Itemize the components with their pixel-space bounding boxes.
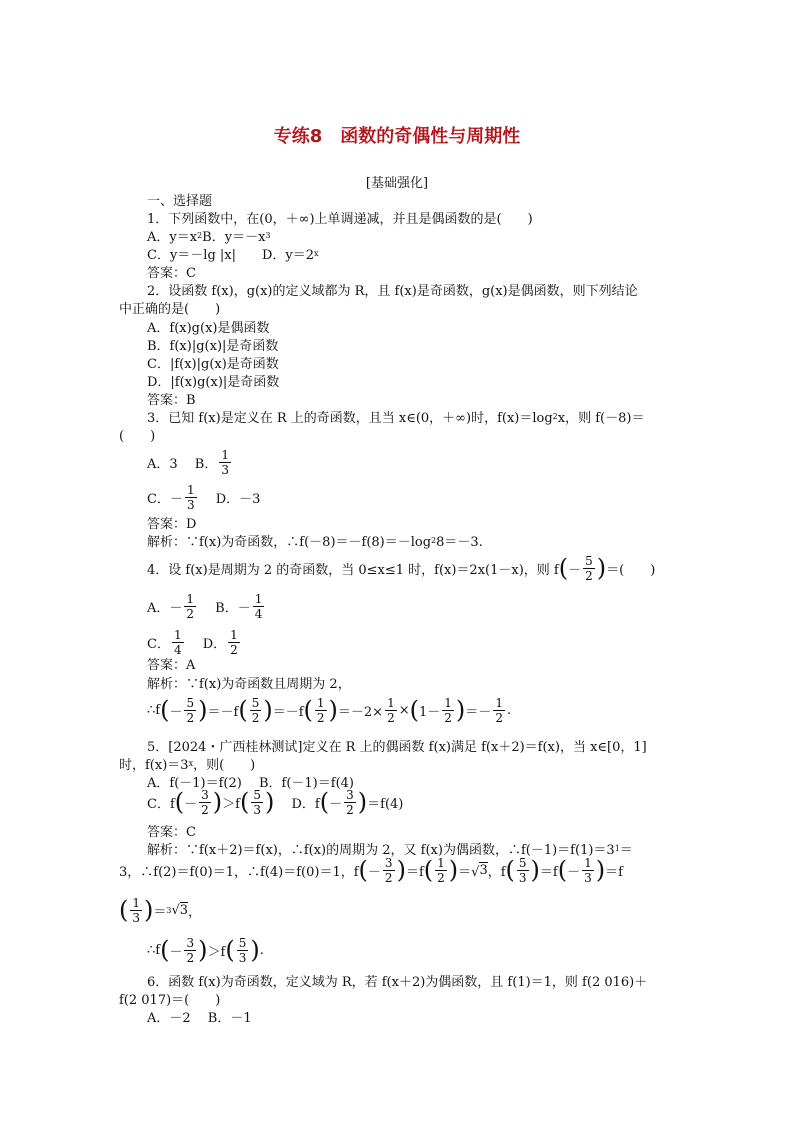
large-parenthesis: (: [174, 788, 185, 816]
large-parenthesis: ): [328, 696, 338, 724]
text-run: C．f: [147, 796, 175, 812]
text-line: [147, 530, 483, 550]
fraction: [219, 448, 231, 477]
text-run: 4．设 f(x)是周期为 2 的奇函数，当 0≤x≤1 时，f(x)＝2x(1－x)，则 f: [147, 562, 559, 578]
text-run: 中正确的是( ): [119, 301, 221, 317]
text-line: [147, 735, 647, 755]
numerator: 1: [186, 482, 195, 497]
text-line: [147, 820, 196, 840]
large-parenthesis: ): [265, 788, 275, 816]
text-run: ，f: [487, 864, 506, 880]
text-run: ＞f: [222, 796, 240, 812]
fraction: [184, 936, 196, 965]
text-run: 答案：C: [147, 824, 196, 840]
denominator: 2: [186, 606, 195, 621]
text-line: [147, 482, 261, 512]
text-run: －: [367, 864, 381, 880]
numerator: 5: [518, 855, 527, 870]
text-run: A．3 B．: [147, 456, 218, 472]
superscript: x: [188, 758, 194, 768]
denominator: 2: [186, 950, 195, 965]
text-run: D．－3: [198, 491, 261, 507]
numerator: 1: [495, 695, 503, 710]
text-line: [147, 553, 656, 583]
text-run: D．|f(x)g(x)|是奇函数: [147, 374, 280, 390]
numerator: 1: [387, 695, 395, 710]
large-parenthesis: (: [239, 788, 250, 816]
numerator: 1: [221, 447, 229, 462]
text-line: [147, 406, 644, 426]
large-parenthesis: ): [198, 696, 208, 724]
text-run: .: [506, 702, 512, 718]
numerator: 3: [201, 787, 209, 802]
text-run: 答案：D: [147, 516, 197, 532]
denominator: 4: [254, 606, 263, 621]
text-line: [147, 672, 351, 692]
numerator: 3: [186, 935, 195, 950]
subscript: 2: [431, 535, 437, 545]
numerator: 3: [346, 787, 354, 802]
denominator: 2: [384, 870, 393, 885]
text-line: [147, 334, 278, 354]
large-parenthesis: ): [595, 856, 606, 884]
denominator: 2: [437, 870, 445, 885]
large-parenthesis: ): [596, 554, 607, 582]
denominator: 2: [444, 710, 452, 725]
text-run: √: [171, 902, 180, 918]
text-line: [119, 753, 255, 773]
fraction: [184, 696, 196, 725]
large-parenthesis: ): [250, 936, 260, 964]
large-parenthesis: (: [409, 696, 419, 724]
text-run: D．: [185, 636, 227, 652]
text-line: [147, 388, 196, 408]
large-parenthesis: ): [396, 856, 406, 884]
fraction: [185, 483, 197, 512]
fraction: [442, 696, 454, 725]
superscript: x: [314, 248, 319, 258]
large-parenthesis: (: [225, 936, 235, 964]
fraction: [383, 856, 395, 885]
denominator: 2: [230, 642, 238, 657]
text-line: [147, 447, 233, 477]
fraction: [251, 788, 263, 817]
text-run: 时，f(x)＝3: [119, 757, 189, 773]
fraction: [493, 696, 505, 725]
large-parenthesis: (: [119, 896, 129, 924]
text-run: －: [568, 562, 582, 578]
text-run: 6．函数 f(x)为奇函数，定义域为 R，若 f(x＋2)为偶函数，且 f(1)＝1，则 f(2 016)＋: [147, 974, 648, 990]
denominator: 3: [221, 462, 229, 477]
text-line: [147, 352, 279, 372]
large-parenthesis: (: [558, 554, 569, 582]
text-run: ( ): [119, 428, 156, 444]
fraction: [184, 592, 196, 621]
text-run: －: [169, 944, 183, 960]
text-run: －: [169, 704, 183, 720]
text-run: 答案：A: [147, 657, 196, 673]
text-run: ＝√: [458, 864, 480, 880]
denominator: 2: [186, 710, 195, 725]
numerator: 5: [238, 935, 247, 950]
text-line: [147, 207, 533, 227]
denominator: 3: [132, 910, 141, 925]
fraction: [237, 936, 249, 965]
text-run: 1．下列函数中，在(0，＋∞)上单调递减，并且是偶函数的是( ): [147, 211, 533, 227]
denominator: 3: [253, 802, 261, 817]
section-heading: [基础强化]: [365, 176, 429, 191]
text-run: －: [184, 796, 198, 812]
large-parenthesis: ): [212, 788, 223, 816]
text-run: A．f(－1)＝f(2) B．f(－1)＝f(4): [147, 775, 354, 791]
text-line: [147, 279, 638, 299]
text-line: [147, 243, 319, 263]
text-line: [147, 591, 266, 621]
text-line: [147, 370, 279, 390]
large-parenthesis: (: [160, 936, 170, 964]
denominator: 2: [251, 710, 260, 725]
text-run: ＝f: [605, 864, 623, 880]
text-line: [119, 988, 220, 1008]
fraction: [583, 554, 595, 583]
text-run: C．: [147, 636, 170, 652]
text-run: C．y＝－lg |x| D．y＝2: [147, 247, 315, 263]
text-run: 解析：∵f(x)为奇函数且周期为 2，: [147, 676, 351, 692]
large-parenthesis: ): [448, 856, 459, 884]
superscript: 3: [265, 230, 271, 240]
text-run: ＝( ): [606, 562, 656, 578]
numerator: 5: [186, 695, 195, 710]
radicand: 3: [479, 863, 488, 878]
page-title: 专练8 函数的奇偶性与周期性: [273, 126, 521, 147]
text-run: ＝－: [465, 704, 492, 720]
large-parenthesis: (: [505, 856, 515, 884]
denominator: 2: [346, 802, 354, 817]
text-run: C．|f(x)|g(x)是奇函数: [147, 356, 279, 372]
numerator: 1: [173, 627, 182, 642]
fraction: [582, 856, 594, 885]
fraction: [250, 696, 262, 725]
text-run: ＝－2×: [337, 704, 384, 720]
numerator: 5: [253, 787, 261, 802]
large-parenthesis: (: [358, 856, 368, 884]
fraction: [130, 896, 142, 925]
text-line: [119, 855, 623, 885]
denominator: 2: [387, 710, 395, 725]
text-run: B．y＝－x: [202, 229, 266, 245]
text-run: ，: [188, 904, 202, 920]
denominator: 3: [238, 950, 247, 965]
text-run: ＝f: [405, 864, 424, 880]
text-run: 3，∴f(2)＝f(0)＝1，∴f(4)＝f(0)＝1，f: [119, 864, 359, 880]
superscript: 1: [614, 843, 620, 853]
text-line: [119, 895, 202, 925]
denominator: 3: [518, 870, 527, 885]
large-parenthesis: (: [319, 788, 330, 816]
text-run: ＞f: [207, 944, 226, 960]
fraction: [199, 788, 211, 817]
text-line: [147, 695, 512, 725]
text-line: [147, 653, 195, 673]
text-run: 答案：C: [147, 265, 196, 281]
text-run: x，则 f(－8)＝: [557, 410, 645, 426]
text-run: C．－: [147, 491, 183, 507]
large-parenthesis: ): [263, 696, 273, 724]
large-parenthesis: (: [303, 696, 313, 724]
text-run: ，则( ): [193, 757, 256, 773]
text-run: 一、选择题: [147, 193, 213, 209]
text-run: ＝－f: [272, 704, 304, 720]
superscript: 2: [197, 230, 203, 240]
text-run: 8＝－3.: [436, 534, 483, 550]
numerator: 1: [186, 591, 195, 606]
text-line: [147, 225, 271, 245]
numerator: 1: [254, 591, 263, 606]
text-run: ＝－f: [207, 704, 239, 720]
numerator: 5: [251, 695, 260, 710]
text-run: A．－2 B．－1: [147, 1010, 252, 1026]
text-run: ＝f(4): [367, 796, 404, 812]
radicand: 3: [179, 903, 189, 918]
denominator: 2: [201, 802, 209, 817]
large-parenthesis: (: [423, 856, 434, 884]
text-line: [147, 787, 404, 817]
text-run: 5．[2024・广西桂林测试]定义在 R 上的偶函数 f(x)满足 f(x＋2)＝f(x)，当 x∈[0，1]: [147, 739, 647, 755]
denominator: 2: [585, 568, 593, 583]
text-run: ＝f: [539, 864, 558, 880]
denominator: 2: [495, 710, 503, 725]
text-line: [147, 1006, 252, 1026]
text-run: B．－: [198, 600, 251, 616]
large-parenthesis: ): [455, 696, 466, 724]
fraction: [517, 856, 529, 885]
denominator: 4: [173, 642, 182, 657]
text-run: A．y＝x: [147, 229, 198, 245]
text-run: 2．设函数 f(x)，g(x)的定义域都为 R，且 f(x)是奇函数，g(x)是偶函数，则下列结论: [147, 283, 638, 299]
text-line: [147, 512, 196, 532]
text-run: .: [259, 942, 264, 958]
numerator: 1: [437, 855, 445, 870]
denominator: 2: [316, 710, 325, 725]
denominator: 3: [186, 497, 195, 512]
large-parenthesis: (: [557, 856, 568, 884]
text-run: 解析：∵f(x)为奇函数，∴f(－8)＝－f(8)＝－log: [147, 534, 432, 550]
text-run: 3．已知 f(x)是定义在 R 上的奇函数，且当 x∈(0，＋∞)时，f(x)＝log: [147, 410, 553, 426]
text-line: [147, 627, 242, 657]
numerator: 1: [230, 627, 238, 642]
text-run: －: [567, 864, 581, 880]
text-line: [147, 316, 269, 336]
large-parenthesis: ): [144, 896, 154, 924]
fraction: [253, 592, 265, 621]
text-run: A．f(x)g(x)是偶函数: [147, 320, 270, 336]
text-run: D．f: [274, 796, 320, 812]
numerator: 1: [316, 695, 325, 710]
text-run: ∴f: [147, 702, 161, 718]
fraction: [385, 696, 397, 725]
text-line: [147, 189, 212, 209]
text-run: f(2 017)＝( ): [119, 992, 221, 1008]
superscript: 3: [166, 905, 172, 915]
numerator: 1: [584, 855, 592, 870]
text-run: －: [329, 796, 343, 812]
large-parenthesis: ): [357, 788, 368, 816]
large-parenthesis: ): [198, 936, 208, 964]
fraction: [315, 696, 327, 725]
text-run: 答案：B: [147, 392, 196, 408]
large-parenthesis: (: [160, 696, 170, 724]
numerator: 1: [444, 695, 452, 710]
text-line: [119, 297, 220, 317]
text-run: 解析：∵f(x＋2)＝f(x)，∴f(x)的周期为 2，又 f(x)为偶函数，∴f(－1)＝f(1)＝3: [147, 842, 615, 858]
text-line: [119, 424, 155, 444]
text-line: [147, 970, 647, 990]
denominator: 3: [584, 870, 592, 885]
fraction: [435, 856, 447, 885]
numerator: 1: [132, 895, 141, 910]
text-line: [147, 261, 196, 281]
large-parenthesis: ): [530, 856, 540, 884]
text-run: 1－: [419, 704, 441, 720]
subscript: 2: [552, 411, 558, 421]
large-parenthesis: (: [238, 696, 248, 724]
text-run: A．－: [147, 600, 183, 616]
fraction: [344, 788, 356, 817]
numerator: 5: [585, 553, 593, 568]
numerator: 3: [384, 855, 393, 870]
text-run: ∴f: [147, 942, 161, 958]
text-run: ×: [398, 702, 410, 718]
text-run: ＝: [153, 904, 167, 920]
fraction: [228, 628, 240, 657]
text-line: [147, 935, 264, 965]
text-run: ＝: [619, 842, 633, 858]
text-run: B．f(x)|g(x)|是奇函数: [147, 338, 279, 354]
